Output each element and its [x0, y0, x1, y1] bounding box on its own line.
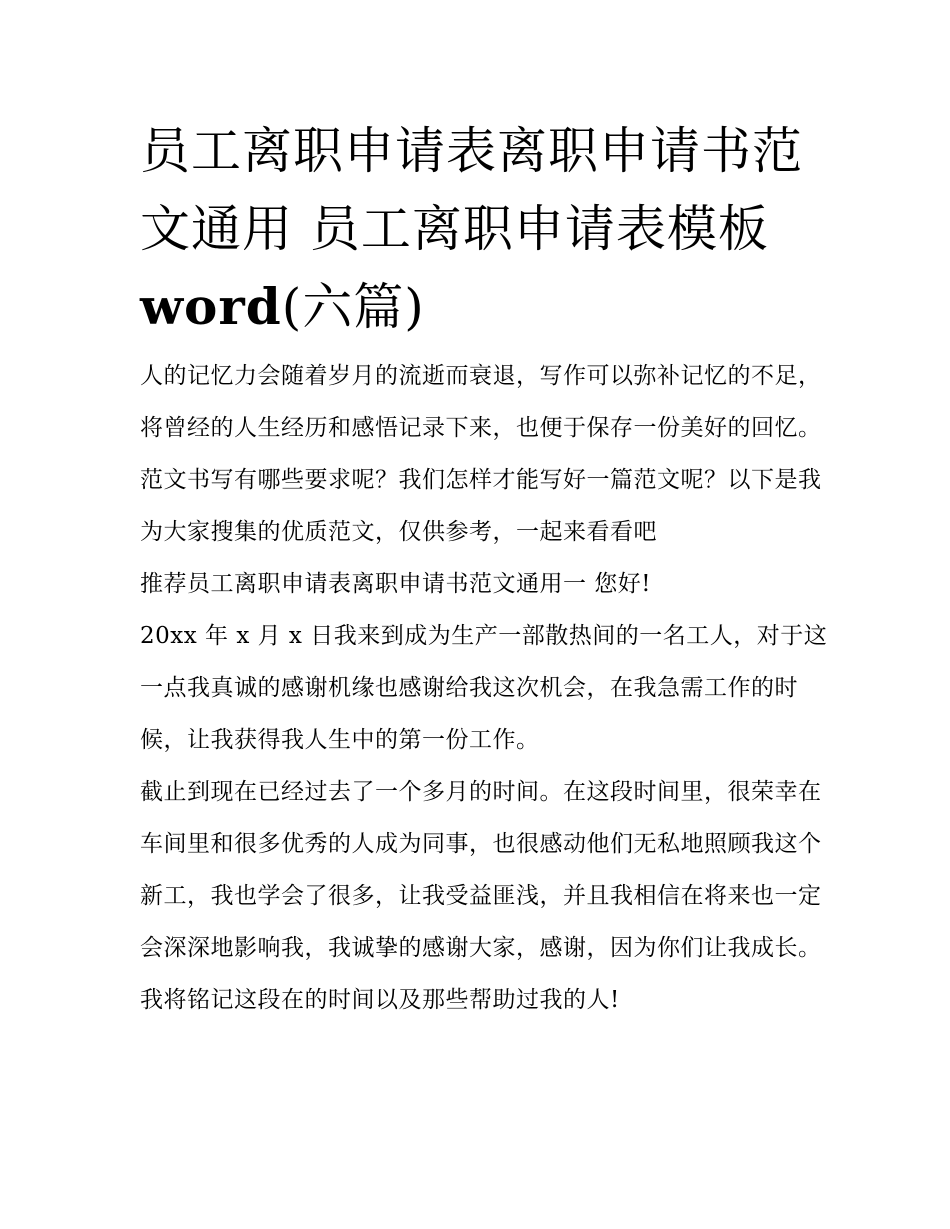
document-body — [140, 350, 830, 1026]
document-title — [140, 112, 820, 346]
intro-paragraph: 人的记忆力会随着岁月的流逝而衰退，写作可以弥补记忆的不足，将曾经的人生经历和感悟记录下来，也便于保存一份美好的回忆。范文书写有哪些要求呢？我们怎样才能写好一篇范文呢？以下是我为大家搜集的优质范文，仅供参考，一起来看看吧 — [140, 363, 822, 545]
title-line-1: 员工离职申请表离职申请书范 — [140, 122, 803, 180]
body-paragraph: 20xx 年 x 月 x 日我来到成为生产一部散热间的一名工人，对于这一点我真诚的感谢机缘也感谢给我这次机会，在我急需工作的时候，让我获得我人生中的第一份工作。 — [140, 623, 828, 753]
body-paragraph: 截止到现在已经过去了一个多月的时间。在这段时间里，很荣幸在车间里和很多优秀的人成为同事，也很感动他们无私地照顾我这个新工，我也学会了很多，让我受益匪浅，并且我相信在将来也一定会深深地影响我，我诚挚的感谢大家，感谢，因为你们让我成长。我将铭记这段在的时间以及那些帮助过我的人! — [140, 779, 822, 1013]
title-line-2: 文通用 员工离职申请表模板 — [140, 200, 769, 258]
section-heading-paragraph: 推荐员工离职申请表离职申请书范文通用一 您好! — [140, 571, 652, 597]
title-count-label: (六篇) — [281, 278, 425, 336]
title-word-label: word — [140, 277, 282, 336]
